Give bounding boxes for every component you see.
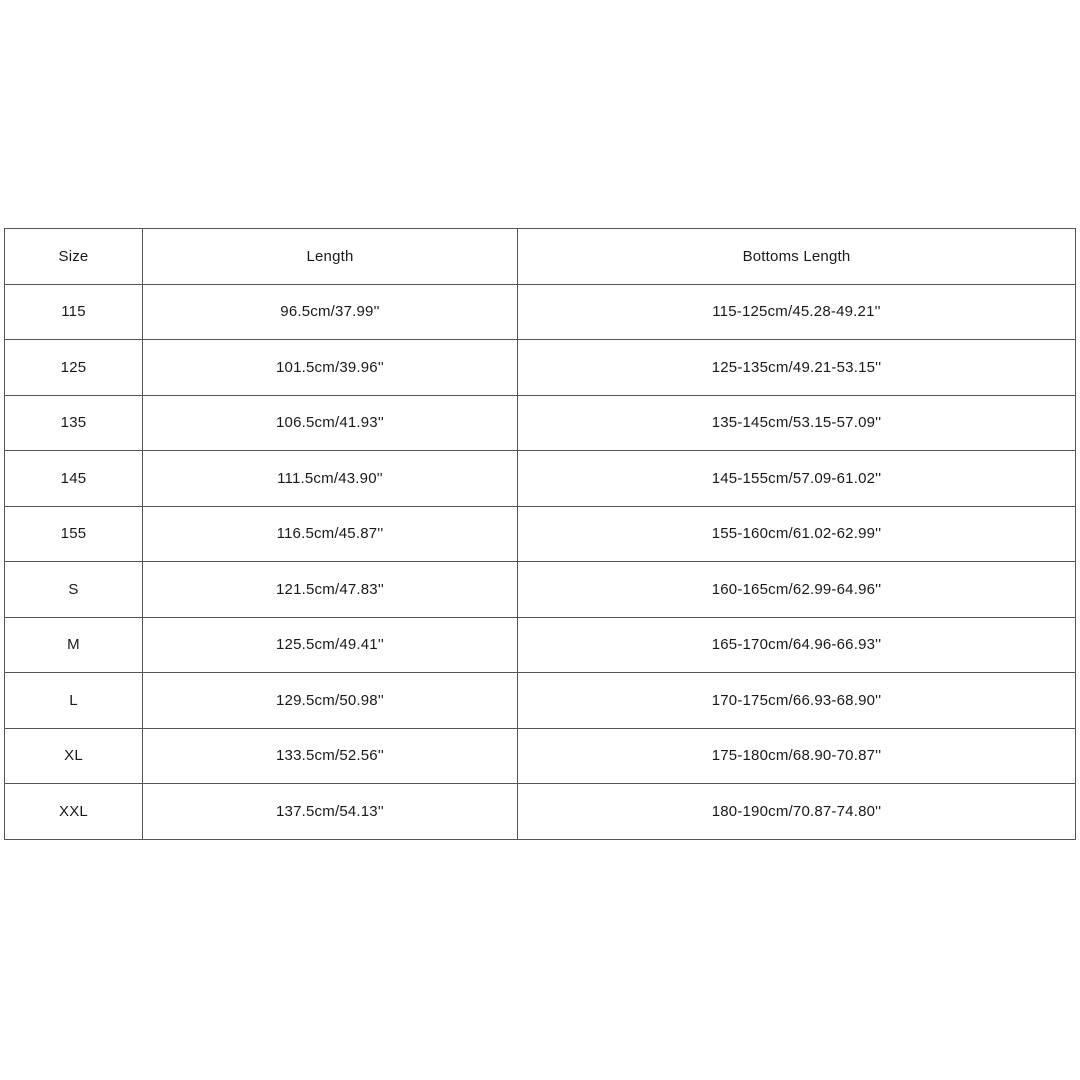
bottoms-length-cell: 115-125cm/45.28-49.21'' — [518, 284, 1076, 340]
length-cell: 111.5cm/43.90'' — [143, 451, 518, 507]
bottoms-length-cell: 175-180cm/68.90-70.87'' — [518, 728, 1076, 784]
size-cell: XXL — [5, 784, 143, 840]
table-row — [5, 562, 1076, 618]
size-cell: 125 — [5, 340, 143, 396]
bottoms-length-cell: 125-135cm/49.21-53.15'' — [518, 340, 1076, 396]
table-row — [5, 395, 1076, 451]
length-cell: 96.5cm/37.99'' — [143, 284, 518, 340]
bottoms-length-cell: 155-160cm/61.02-62.99'' — [518, 506, 1076, 562]
table-row — [5, 673, 1076, 729]
size-chart-table — [4, 228, 1076, 840]
table-row — [5, 728, 1076, 784]
table-row — [5, 784, 1076, 840]
bottoms-length-cell: 170-175cm/66.93-68.90'' — [518, 673, 1076, 729]
size-cell: S — [5, 562, 143, 618]
length-cell: 137.5cm/54.13'' — [143, 784, 518, 840]
size-cell: 135 — [5, 395, 143, 451]
length-cell: 121.5cm/47.83'' — [143, 562, 518, 618]
length-cell: 106.5cm/41.93'' — [143, 395, 518, 451]
table-row — [5, 451, 1076, 507]
size-cell: XL — [5, 728, 143, 784]
length-cell: 129.5cm/50.98'' — [143, 673, 518, 729]
table-body — [5, 284, 1076, 839]
bottoms-length-cell: 165-170cm/64.96-66.93'' — [518, 617, 1076, 673]
length-cell: 125.5cm/49.41'' — [143, 617, 518, 673]
length-cell: 101.5cm/39.96'' — [143, 340, 518, 396]
size-cell: 145 — [5, 451, 143, 507]
size-cell: M — [5, 617, 143, 673]
bottoms-length-cell: 160-165cm/62.99-64.96'' — [518, 562, 1076, 618]
size-cell: L — [5, 673, 143, 729]
table-header — [5, 229, 1076, 285]
table-row — [5, 506, 1076, 562]
bottoms-length-cell: 135-145cm/53.15-57.09'' — [518, 395, 1076, 451]
bottoms-length-cell: 145-155cm/57.09-61.02'' — [518, 451, 1076, 507]
length-cell: 133.5cm/52.56'' — [143, 728, 518, 784]
table-row — [5, 340, 1076, 396]
header-row — [5, 229, 1076, 285]
bottoms-length-cell: 180-190cm/70.87-74.80'' — [518, 784, 1076, 840]
size-cell: 155 — [5, 506, 143, 562]
table-row — [5, 617, 1076, 673]
header-length: Length — [143, 229, 518, 285]
length-cell: 116.5cm/45.87'' — [143, 506, 518, 562]
header-size: Size — [5, 229, 143, 285]
header-bottoms-length: Bottoms Length — [518, 229, 1076, 285]
size-cell: 115 — [5, 284, 143, 340]
table-row — [5, 284, 1076, 340]
